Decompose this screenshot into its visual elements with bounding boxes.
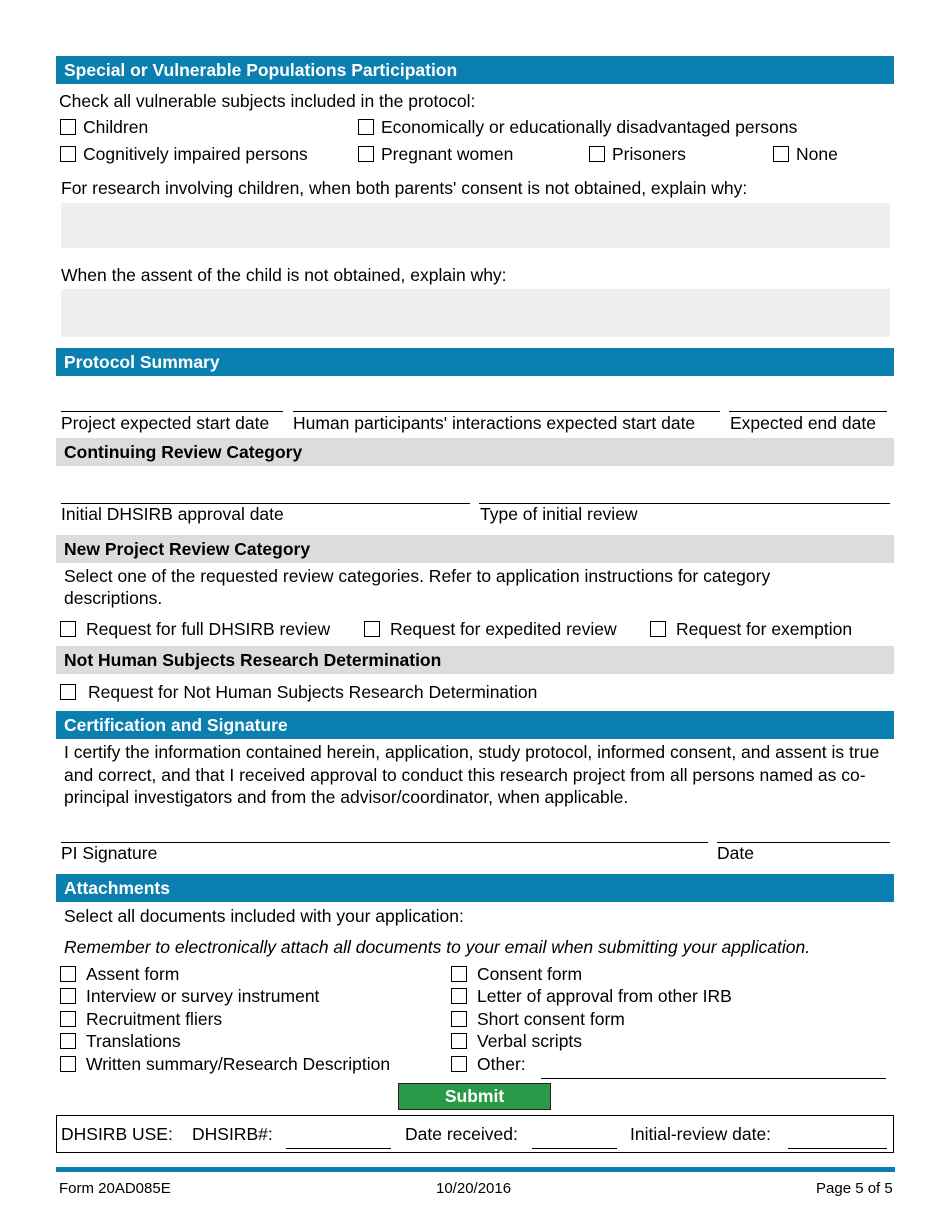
checkbox-not-human[interactable]: Request for Not Human Subjects Research Determination (60, 681, 537, 703)
form-id: Form 20AD085E (59, 1180, 171, 1197)
not-human-header: Not Human Subjects Research Determination (56, 646, 894, 674)
checkbox-written-summary[interactable]: Written summary/Research Description (60, 1053, 390, 1075)
checkbox-box[interactable] (451, 1056, 467, 1072)
attachments-reminder: Remember to electronically attach all documents to your email when submitting your application. (64, 937, 811, 957)
children-consent-field[interactable] (61, 203, 890, 248)
checkbox-box[interactable] (60, 119, 76, 135)
pi-signature-label: PI Signature (61, 843, 158, 863)
signature-date-label: Date (717, 843, 754, 863)
review-date-label: Initial-review date: (630, 1124, 772, 1144)
checkbox-box[interactable] (60, 966, 76, 982)
date-received-label: Date received: (405, 1124, 518, 1144)
checkbox-box[interactable] (451, 988, 467, 1004)
page-number: Page 5 of 5 (816, 1180, 893, 1197)
checkbox-disadvantaged[interactable]: Economically or educationally disadvantaged persons (358, 116, 797, 138)
checkbox-box[interactable] (451, 966, 467, 982)
review-type-label: Type of initial review (480, 504, 638, 524)
form-date: 10/20/2016 (436, 1180, 512, 1197)
checkbox-none[interactable]: None (773, 143, 838, 165)
new-project-header: New Project Review Category (56, 535, 894, 563)
checkbox-box[interactable] (451, 1033, 467, 1049)
continuing-review-header: Continuing Review Category (56, 438, 894, 466)
checkbox-assent-form[interactable]: Assent form (60, 963, 179, 985)
submit-button[interactable]: Submit (398, 1083, 551, 1110)
date-received-field[interactable] (532, 1148, 617, 1149)
checkbox-cognitively-impaired[interactable]: Cognitively impaired persons (60, 143, 308, 165)
checkbox-short-consent[interactable]: Short consent form (451, 1008, 625, 1030)
other-attachment-field[interactable] (541, 1078, 886, 1079)
dhsirb-number-field[interactable] (286, 1148, 391, 1149)
checkbox-interview-instrument[interactable]: Interview or survey instrument (60, 985, 319, 1007)
checkbox-exemption[interactable]: Request for exemption (650, 618, 852, 640)
dhsirb-number-label: DHSIRB#: (192, 1124, 273, 1144)
vulnerable-section-header: Special or Vulnerable Populations Participation (56, 56, 894, 84)
assent-field[interactable] (61, 289, 890, 337)
new-project-instructions: Select one of the requested review categories. Refer to application instructions for category descriptions. (64, 566, 771, 608)
checkbox-box[interactable] (60, 1056, 76, 1072)
checkbox-full-review[interactable]: Request for full DHSIRB review (60, 618, 330, 640)
checkbox-translations[interactable]: Translations (60, 1030, 181, 1052)
checkbox-pregnant-women[interactable]: Pregnant women (358, 143, 513, 165)
checkbox-box[interactable] (589, 146, 605, 162)
checkbox-recruitment-fliers[interactable]: Recruitment fliers (60, 1008, 222, 1030)
checkbox-box[interactable] (60, 684, 76, 700)
office-use-label: DHSIRB USE: (61, 1124, 173, 1144)
start-date-label: Project expected start date (61, 413, 270, 433)
children-consent-label: For research involving children, when both parents' consent is not obtained, explain why: (61, 178, 748, 198)
certification-statement: I certify the information contained herein, application, study protocol, informed consent, and assent is true and correct, and that I received approval to conduct this research project from all persons named as co-principal investigators and from the advisor/coordinator, when applicable. (64, 742, 880, 807)
checkbox-verbal-scripts[interactable]: Verbal scripts (451, 1030, 582, 1052)
checkbox-box[interactable] (60, 988, 76, 1004)
checkbox-box[interactable] (650, 621, 666, 637)
checkbox-consent-form[interactable]: Consent form (451, 963, 582, 985)
checkbox-box[interactable] (358, 119, 374, 135)
review-date-field[interactable] (788, 1148, 887, 1149)
vulnerable-intro: Check all vulnerable subjects included in the protocol: (59, 91, 476, 111)
attachments-intro: Select all documents included with your application: (64, 906, 464, 926)
interactions-date-label: Human participants' interactions expected start date (293, 413, 696, 433)
checkbox-box[interactable] (364, 621, 380, 637)
footer-rule (56, 1167, 895, 1172)
checkbox-children[interactable]: Children (60, 116, 148, 138)
checkbox-prisoners[interactable]: Prisoners (589, 143, 686, 165)
checkbox-box[interactable] (60, 146, 76, 162)
attachments-header: Attachments (56, 874, 894, 902)
checkbox-other[interactable]: Other: (451, 1053, 526, 1075)
checkbox-letter-approval[interactable]: Letter of approval from other IRB (451, 985, 732, 1007)
checkbox-box[interactable] (358, 146, 374, 162)
checkbox-box[interactable] (451, 1011, 467, 1027)
certification-header: Certification and Signature (56, 711, 894, 739)
protocol-summary-header: Protocol Summary (56, 348, 894, 376)
approval-date-label: Initial DHSIRB approval date (61, 504, 284, 524)
checkbox-expedited-review[interactable]: Request for expedited review (364, 618, 617, 640)
checkbox-box[interactable] (773, 146, 789, 162)
checkbox-box[interactable] (60, 1011, 76, 1027)
assent-label: When the assent of the child is not obtained, explain why: (61, 265, 507, 285)
end-date-label: Expected end date (730, 413, 876, 433)
checkbox-box[interactable] (60, 621, 76, 637)
checkbox-box[interactable] (60, 1033, 76, 1049)
pi-signature-field[interactable] (61, 842, 708, 843)
